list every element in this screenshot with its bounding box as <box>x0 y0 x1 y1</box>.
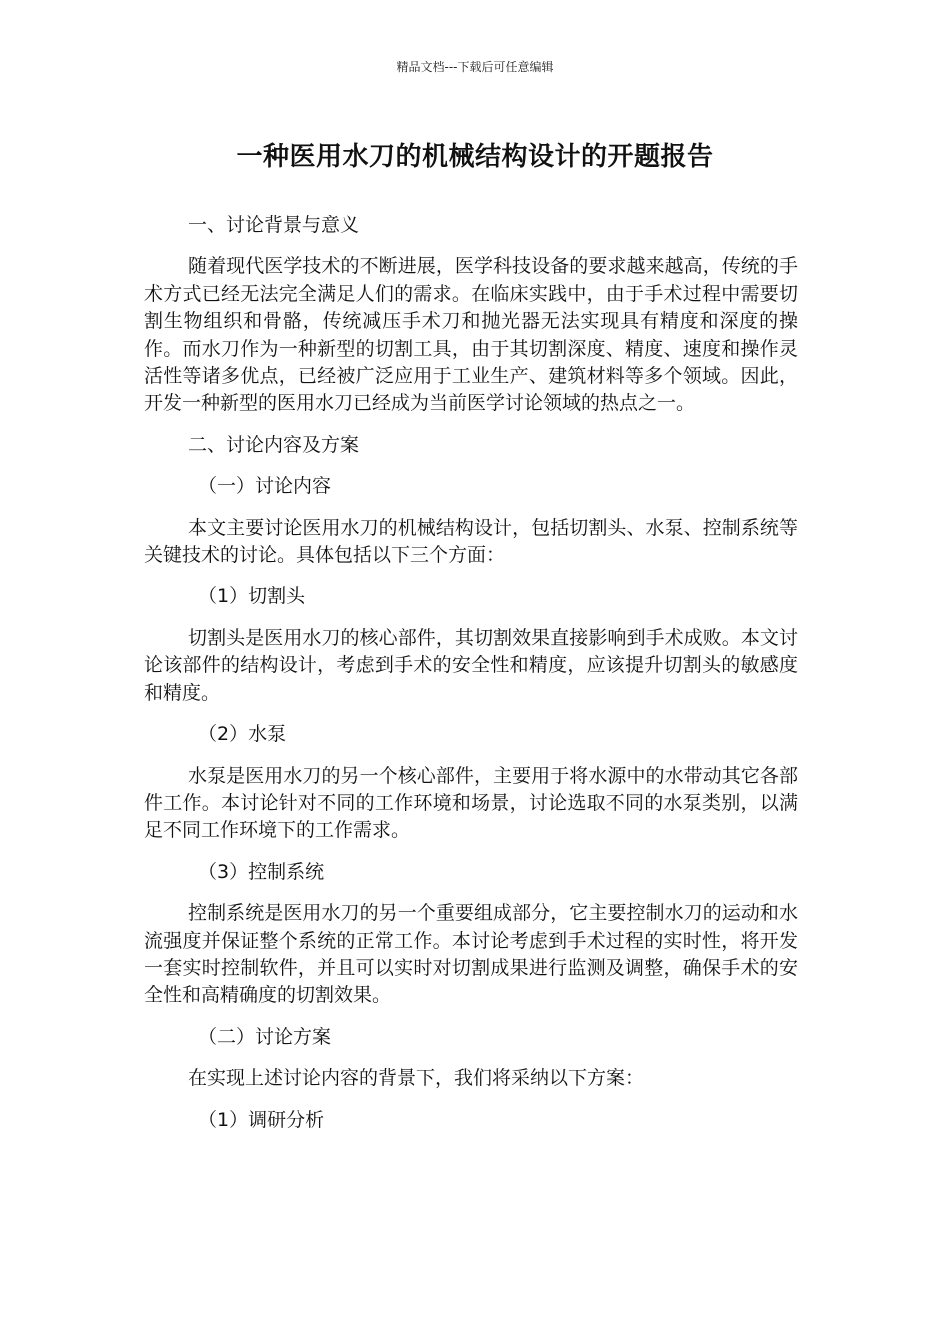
paragraph-background: 随着现代医学技术的不断进展，医学科技设备的要求越来越高，传统的手术方式已经无法完全满足人们的需求。在临床实践中，由于手术过程中需要切割生物组织和骨骼，传统减压手术刀和抛光器无法实现具有精度和深度的操作。而水刀作为一种新型的切割工具，由于其切割深度、精度、速度和操作灵活性等诸多优点，已经被广泛应用于工业生产、建筑材料等多个领域。因此，开发一种新型的医用水刀已经成为当前医学讨论领域的热点之一。 <box>144 255 798 415</box>
document-body <box>144 212 798 1148</box>
item-heading-water-pump: （2）水泵 <box>198 723 287 746</box>
document-title: 一种医用水刀的机械结构设计的开题报告 <box>236 142 714 172</box>
subsection-heading-plan: （二）讨论方案 <box>198 1025 332 1048</box>
paragraph-water-pump: 水泵是医用水刀的另一个核心部件，主要用于将水源中的水带动其它各部件工作。本讨论针对不同的工作环境和场景，讨论选取不同的水泵类别，以满足不同工作环境下的工作需求。 <box>144 764 798 842</box>
item-heading-cutting-head: （1）切割头 <box>198 585 306 608</box>
header-note: 精品文档---下载后可任意编辑 <box>396 60 554 74</box>
paragraph-content-intro: 本文主要讨论医用水刀的机械结构设计，包括切割头、水泵、控制系统等关键技术的讨论。具体包括以下三个方面： <box>144 516 798 567</box>
subsection-heading-content: （一）讨论内容 <box>198 475 332 498</box>
paragraph-plan-intro: 在实现上述讨论内容的背景下，我们将采纳以下方案： <box>188 1067 645 1090</box>
paragraph-cutting-head: 切割头是医用水刀的核心部件，其切割效果直接影响到手术成败。本文讨论该部件的结构设计，考虑到手术的安全性和精度，应该提升切割头的敏感度和精度。 <box>144 626 798 704</box>
section-heading-background: 一、讨论背景与意义 <box>188 214 360 236</box>
plan-heading-research: （1）调研分析 <box>198 1108 325 1131</box>
paragraph-control-system: 控制系统是医用水刀的另一个重要组成部分，它主要控制水刀的运动和水流强度并保证整个系统的正常工作。本讨论考虑到手术过程的实时性，将开发一套实时控制软件，并且可以实时对切割成果进行监测及调整，确保手术的安全性和高精确度的切割效果。 <box>144 902 798 1007</box>
section-heading-content-plan: 二、讨论内容及方案 <box>188 433 360 456</box>
item-heading-control-system: （3）控制系统 <box>198 860 325 883</box>
